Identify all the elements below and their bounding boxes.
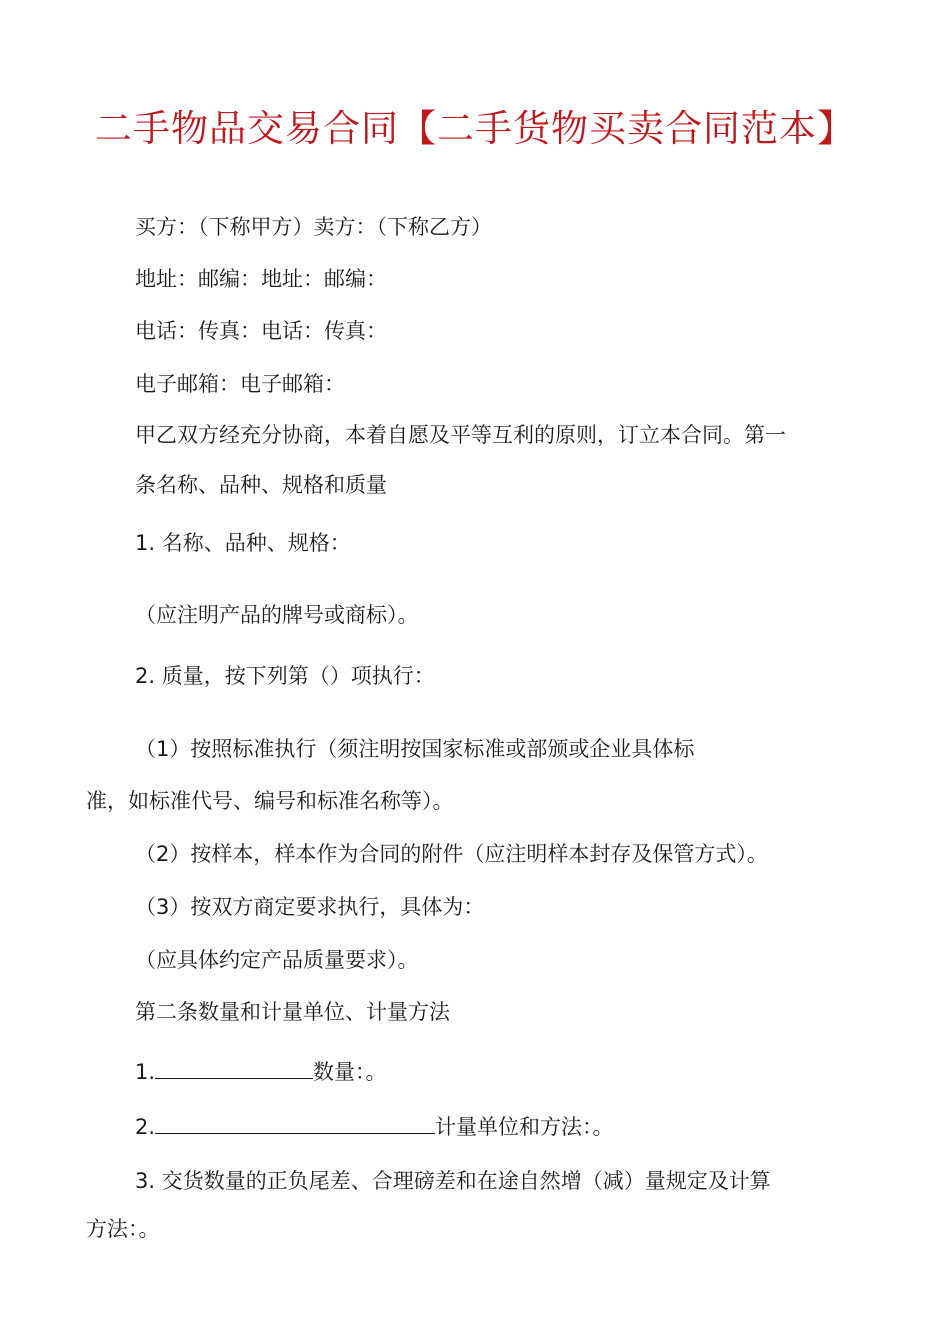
clause-2-2-label: 计量单位和方法：。 [435,1115,614,1139]
clause-1-2-option-3: （3）按双方商定要求执行，具体为： [135,895,485,919]
article-two-heading: 第二条数量和计量单位、计量方法 [135,1000,450,1024]
preamble-line: 甲乙双方经充分协商，本着自愿及平等互利的原则，订立本合同。第一 [135,423,786,447]
clause-2-2-number: 2. [135,1115,156,1139]
clause-1-1: 1. 名称、品种、规格： [135,531,351,555]
address-line: 地址：邮编：地址：邮编： [135,267,387,291]
clause-2-3-cont: 方法：。 [86,1217,160,1241]
clause-1-2-option-1: （1）按照标准执行（须注明按国家标准或部颁或企业具体标 [135,737,695,761]
clause-2-1 [135,1056,387,1087]
clause-1-1-note: （应注明产品的牌号或商标）。 [135,603,419,627]
clause-1-2-option-1-cont: 准，如标准代号、编号和标准名称等）。 [86,789,454,813]
clause-2-1-number: 1. [135,1060,156,1084]
clause-1-2: 2. 质量，按下列第（）项执行： [135,664,435,688]
clause-2-2 [135,1111,614,1142]
clause-1-2-option-2: （2）按样本，样本作为合同的附件（应注明样本封存及保管方式）。 [135,842,768,866]
clause-2-3: 3. 交货数量的正负尾差、合理磅差和在途自然增（减）量规定及计算 [135,1169,771,1193]
article-one-heading: 条名称、品种、规格和质量 [135,473,387,497]
clause-2-1-label: 数量：。 [313,1060,387,1084]
email-line: 电子邮箱：电子邮箱： [135,372,345,396]
phone-line: 电话：传真：电话：传真： [135,319,387,343]
document-title: 二手物品交易合同【二手货物买卖合同范本】 [95,107,855,150]
quantity-blank[interactable] [155,1056,313,1079]
unit-method-blank[interactable] [155,1111,435,1134]
parties-line: 买方：（下称甲方）卖方：（下称乙方） [135,215,492,239]
clause-1-2-option-3-note: （应具体约定产品质量要求）。 [135,948,419,972]
